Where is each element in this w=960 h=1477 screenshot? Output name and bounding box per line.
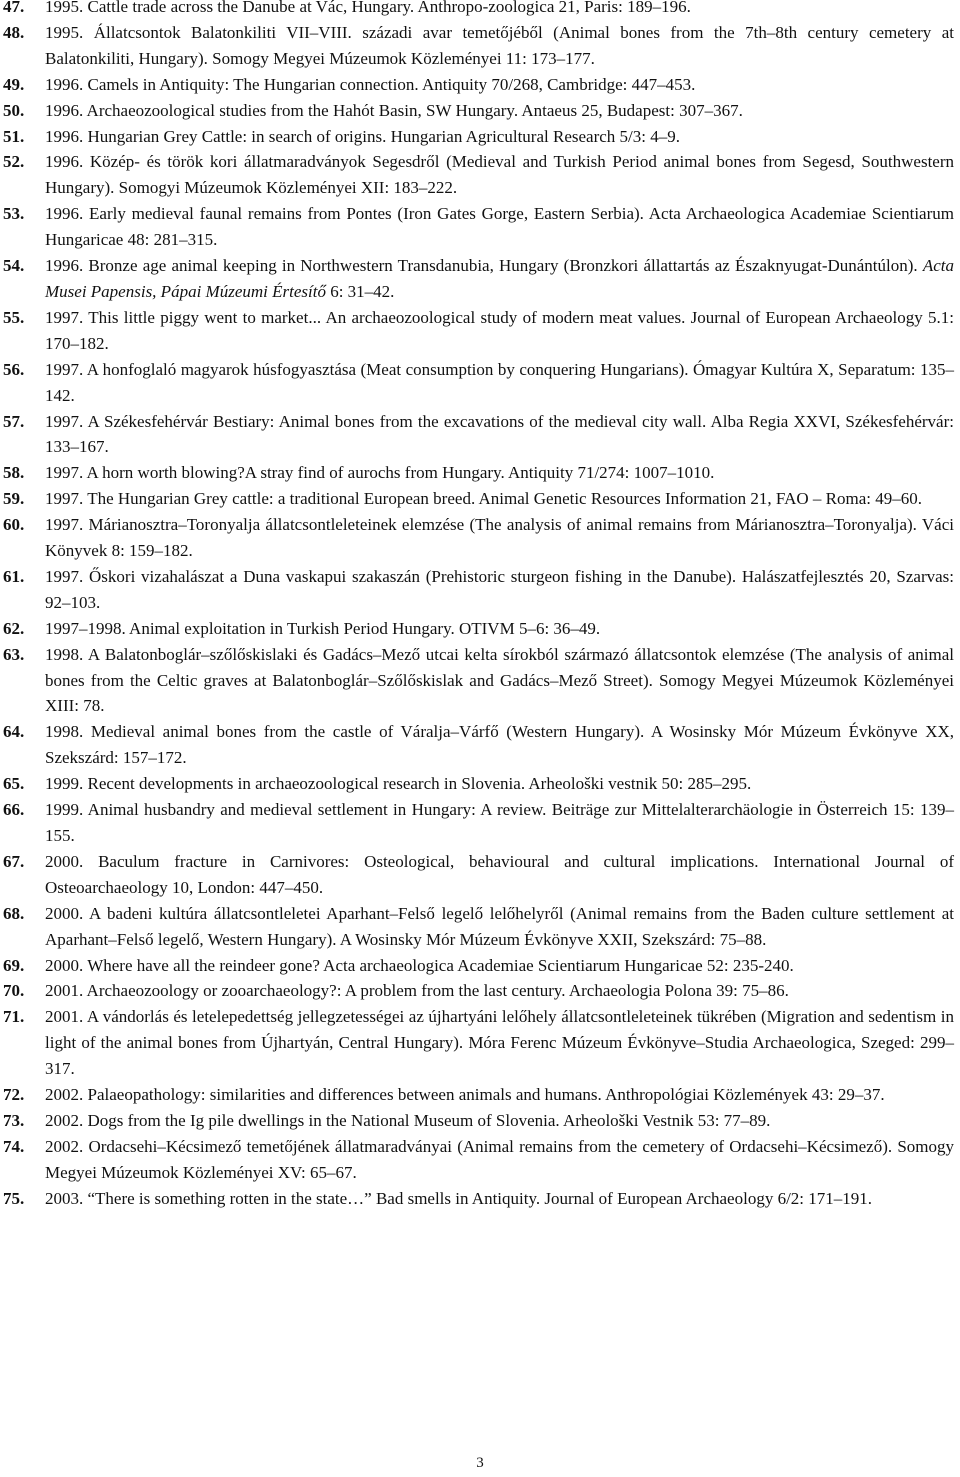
entry-number: 61. [3, 566, 25, 586]
entry-number: 52. [3, 152, 25, 172]
entry-number: 54. [3, 256, 25, 276]
bibliography-entry [0, 564, 954, 616]
bibliography-entry [0, 124, 954, 150]
entry-text: 2002. Dogs from the Ig pile dwellings in the National Museum of Slovenia. Arheološki Vestnik 53: 77–89. [45, 1110, 771, 1130]
bibliography-entry [0, 1186, 954, 1212]
bibliography-entry [0, 409, 954, 461]
bibliography-entry [0, 512, 954, 564]
entry-number: 66. [3, 800, 25, 820]
bibliography-entry [0, 978, 954, 1004]
entry-number: 55. [3, 307, 25, 327]
entry-number: 74. [3, 1136, 25, 1156]
bibliography-entry [0, 201, 954, 253]
entry-text: 2002. Ordacsehi–Kécsimező temetőjének állatmaradványai (Animal remains from the cemetery of Ordacsehi–Kécsimező). Somogy Megyei Múzeumok Közleményei XV: 65–67. [45, 1136, 954, 1182]
entry-text: 2001. Archaeozoology or zooarchaeology?: A problem from the last century. Archaeologia Polona 39: 75–86. [45, 981, 789, 1001]
entry-number: 50. [3, 100, 25, 120]
entry-number: 59. [3, 489, 25, 509]
bibliography-entry [0, 771, 954, 797]
bibliography-entry [0, 797, 954, 849]
entry-text: 2003. “There is something rotten in the state…” Bad smells in Antiquity. Journal of European Archaeology 6/2: 171–191. [45, 1188, 873, 1208]
bibliography-entry [0, 20, 954, 72]
bibliography-entry [0, 357, 954, 409]
bibliography-entry [0, 719, 954, 771]
entry-number: 56. [3, 359, 25, 379]
entry-text: 1997–1998. Animal exploitation in Turkish Period Hungary. OTIVM 5–6: 36–49. [45, 618, 601, 638]
entry-text: 1996. Hungarian Grey Cattle: in search of origins. Hungarian Agricultural Research 5/3: 4–9. [45, 126, 680, 146]
bibliography-entry [0, 1108, 954, 1134]
bibliography-entry [0, 72, 954, 98]
entry-text: 2000. Where have all the reindeer gone? Acta archaeologica Academiae Scientiarum Hungaricae 52: 235-240. [45, 955, 794, 975]
page-number: 3 [476, 1455, 484, 1471]
entry-text-tail: 6: 31–42. [325, 281, 395, 301]
entry-number: 73. [3, 1110, 25, 1130]
bibliography-entry [0, 486, 954, 512]
entry-number: 57. [3, 411, 25, 431]
entry-journal-title: Acta Musei Papensis, Pápai Múzeumi Értesítő [45, 256, 954, 301]
entry-text: 2000. Baculum fracture in Carnivores: Osteological, behavioural and cultural implications. International Journal of Osteoarchaeology 10, London: 447–450. [45, 851, 954, 897]
entry-text: 1998. Medieval animal bones from the castle of Váralja–Várfő (Western Hungary). A Wosinsky Mór Múzeum Évkönyve XX, Szekszárd: 157–172. [45, 722, 954, 768]
bibliography-entry [0, 305, 954, 357]
entry-number: 49. [3, 74, 25, 94]
entry-text: 1997. A Székesfehérvár Bestiary: Animal bones from the excavations of the medieval city wall. Alba Regia XXVI, Székesfehérvár: 133–167. [45, 411, 954, 457]
entry-number: 63. [3, 644, 25, 664]
entry-text: 1997. A horn worth blowing?A stray find of aurochs from Hungary. Antiquity 71/274: 1007–1010. [45, 463, 715, 483]
entry-text: 1997. A honfoglaló magyarok húsfogyasztása (Meat consumption by conquering Hungarians). Ómagyar Kultúra X, Separatum: 135–142. [45, 359, 954, 405]
bibliography-entry [0, 98, 954, 124]
entry-number: 53. [3, 204, 25, 224]
entry-number: 48. [3, 22, 25, 42]
entry-number: 64. [3, 722, 25, 742]
entry-text: 1996. Early medieval faunal remains from Pontes (Iron Gates Gorge, Eastern Serbia). Acta Archaeologica Academiae Scientiarum Hungaricae 48: 281–315. [45, 204, 954, 250]
bibliography-entry [0, 0, 954, 20]
bibliography-entry [0, 616, 954, 642]
entry-text: 2001. A vándorlás és letelepedettség jellegzetességei az újhartyáni lelőhely állatcsontleleteinek tükrében (Migration and sedentism in light of the animal bones from Újhartyán, Central Hungary). Móra Ferenc Múzeum Évkönyve–Studia Archaeologica, Szeged: 299–317. [45, 1007, 954, 1079]
entry-text: 1999. Recent developments in archaeozoological research in Slovenia. Arheološki vestnik 50: 285–295. [45, 774, 752, 794]
entry-text: 1997. Márianosztra–Toronyalja állatcsontleleteinek elemzése (The analysis of animal remains from Márianosztra–Toronyalja). Váci Könyvek 8: 159–182. [45, 515, 954, 561]
entry-text: 1999. Animal husbandry and medieval settlement in Hungary: A review. Beiträge zur Mittelalterarchäologie in Österreich 15: 139–155. [45, 800, 954, 845]
bibliography-entry [0, 149, 954, 201]
entry-text: 1997. Őskori vizahalászat a Duna vaskapui szakaszán (Prehistoric sturgeon fishing in the Danube). Halászatfejlesztés 20, Szarvas: 92–103. [45, 566, 954, 612]
entry-number: 47. [3, 0, 25, 16]
bibliography-entry [0, 1134, 954, 1186]
entry-text: 2000. A badeni kultúra állatcsontleletei Aparhant–Felső legelő lelőhelyről (Animal remains from the Baden culture settlement at Aparhant–Felső legelő, Western Hungary). A Wosinsky Mór Múzeum Évkönyve XXII, Szekszárd: 75–88. [45, 903, 954, 949]
entry-text: 1998. A Balatonboglár–szőlőskislaki és Gadács–Mező utcai kelta sírokból származó állatcsontok elemzése (The analysis of animal bones from the Celtic graves at Balatonboglár–Szőlőskislak and Gadács–Mező Street). Somogy Megyei Múzeumok Közleményei XIII: 78. [45, 644, 954, 716]
entry-text: 1997. The Hungarian Grey cattle: a traditional European breed. Animal Genetic Resources Information 21, FAO – Roma: 49–60. [45, 489, 922, 509]
entry-number: 72. [3, 1085, 25, 1105]
entry-text: 1996. Közép- és török kori állatmaradványok Segesdről (Medieval and Turkish Period animal bones from Segesd, Southwestern Hungary). Somogyi Múzeumok Közleményei XII: 183–222. [45, 152, 954, 198]
entry-text: 1997. This little piggy went to market... An archaeozoological study of modern meat values. Journal of European Archaeology 5.1: 170–182. [45, 307, 954, 353]
entry-number: 75. [3, 1188, 25, 1208]
bibliography-entry [0, 1082, 954, 1108]
entry-number: 60. [3, 515, 25, 535]
bibliography-entry [0, 953, 954, 979]
entry-text: 1995. Állatcsontok Balatonkiliti VII–VIII. századi avar temetőjéből (Animal bones from the 7th–8th century cemetery at Balatonkiliti, Hungary). Somogy Megyei Múzeumok Közleményei 11: 173–177. [45, 22, 954, 68]
bibliography-entry [0, 1004, 954, 1082]
bibliography-entry [0, 901, 954, 953]
bibliography-entry [0, 253, 954, 305]
bibliography-entry [0, 642, 954, 720]
entry-text: 2002. Palaeopathology: similarities and differences between animals and humans. Anthropológiai Közlemények 43: 29–37. [45, 1085, 885, 1105]
entry-text: 1996. Archaeozoological studies from the Hahót Basin, SW Hungary. Antaeus 25, Budapest: 307–367. [45, 100, 743, 120]
entry-number: 69. [3, 955, 25, 975]
entry-text: 1996. Camels in Antiquity: The Hungarian connection. Antiquity 70/268, Cambridge: 447–453. [45, 74, 696, 94]
entry-number: 65. [3, 774, 25, 794]
entry-text: 1995. Cattle trade across the Danube at Vác, Hungary. Anthropo-zoologica 21, Paris: 189–196. [45, 0, 691, 16]
entry-text: 1996. Bronze age animal keeping in Northwestern Transdanubia, Hungary (Bronzkori állattartás az Északnyugat-Dunántúlon). [45, 256, 923, 276]
entry-number: 62. [3, 618, 25, 638]
bibliography-entry [0, 460, 954, 486]
entry-number: 70. [3, 981, 25, 1001]
entry-number: 71. [3, 1007, 25, 1027]
bibliography-entry [0, 849, 954, 901]
entry-number: 51. [3, 126, 25, 146]
entry-number: 67. [3, 851, 25, 871]
entry-number: 68. [3, 903, 25, 923]
entry-number: 58. [3, 463, 25, 483]
